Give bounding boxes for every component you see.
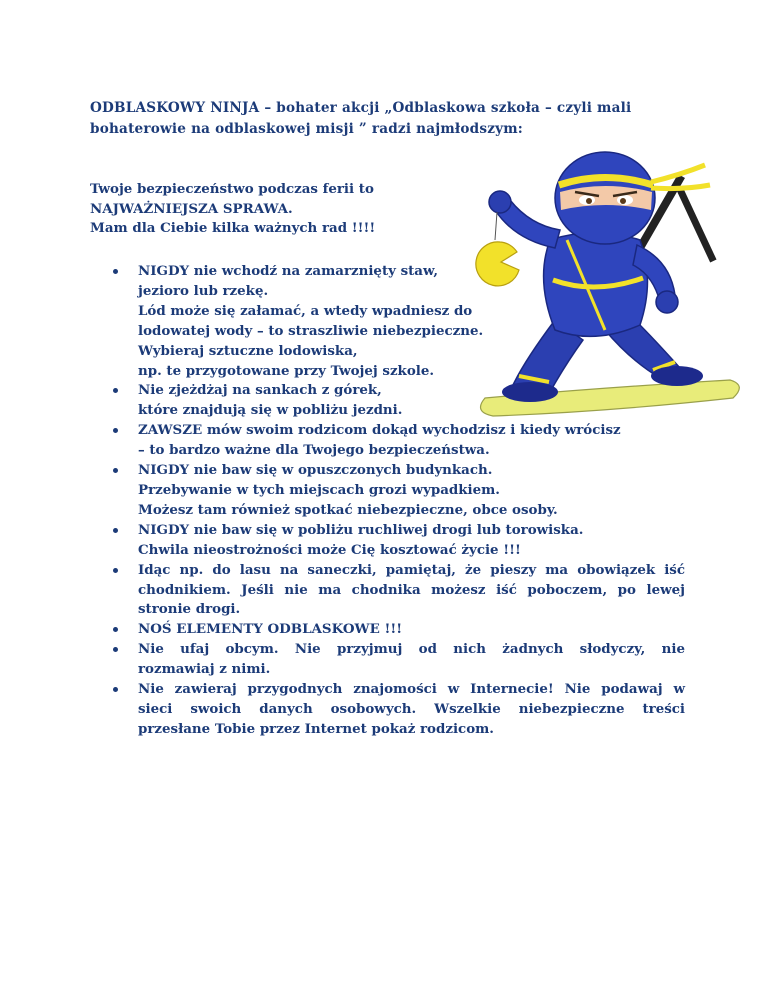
intro-line: NAJWAŻNIEJSZA SPRAWA. [90, 200, 293, 217]
bullet-icon [113, 647, 118, 652]
heading-line: ODBLASKOWY NINJA – bohater akcji „Odblaskowa szkoła – czyli mali [90, 100, 632, 116]
tip-line: Przebywanie w tych miejscach grozi wypadkiem. [138, 481, 500, 498]
tip-line: Idąc np. do lasu na saneczki, pamiętaj, że pieszy ma obowiązek iść [138, 561, 685, 578]
bullet-icon [113, 687, 118, 692]
tip-line: rozmawiaj z nimi. [138, 661, 271, 678]
tip-line: jezioro lub rzekę. [138, 282, 269, 299]
tip-line: np. te przygotowane przy Twojej szkole. [138, 362, 435, 379]
bullet-icon [113, 388, 118, 393]
intro-line: Mam dla Ciebie kilka ważnych rad !!!! [90, 220, 376, 236]
list-item [110, 620, 685, 640]
bullet-icon [113, 468, 118, 473]
list-item [110, 680, 685, 740]
list-item [110, 521, 685, 561]
list-item [110, 461, 685, 521]
tip-line: ZAWSZE mów swoim rodzicom dokąd wychodzisz i kiedy wrócisz [138, 422, 621, 439]
tip-line: stronie drogi. [138, 601, 241, 618]
intro-line: Twoje bezpieczeństwo podczas ferii to [90, 181, 374, 197]
tip-line: które znajdują się w pobliżu jezdni. [138, 402, 403, 419]
bullet-icon [113, 428, 118, 433]
bullet-icon [113, 528, 118, 533]
tip-line: sieci swoich danych osobowych. Wszelkie niebezpieczne treści [138, 700, 685, 717]
tip-line: NIGDY nie wchodź na zamarznięty staw, [138, 263, 439, 279]
list-item [110, 421, 685, 461]
tip-line: przesłane Tobie przez Internet pokaż rodzicom. [138, 720, 494, 737]
list-item [110, 640, 685, 680]
safety-tips-list [110, 262, 685, 740]
bullet-icon [113, 269, 118, 274]
tip-line: NOŚ ELEMENTY ODBLASKOWE !!! [138, 621, 403, 638]
tip-line: lodowatej wody – to straszliwie niebezpieczne. [138, 322, 484, 339]
tip-line: NIGDY nie baw się w pobliżu ruchliwej drogi lub torowiska. [138, 521, 584, 538]
list-item [110, 262, 685, 381]
tip-line: Nie zjeżdżaj na sankach z górek, [138, 382, 382, 399]
tip-line: Wybieraj sztuczne lodowiska, [138, 342, 358, 359]
tip-line: Chwila nieostrożności może Cię kosztować życie !!! [138, 541, 521, 558]
list-item [110, 561, 685, 621]
tip-line: chodnikiem. Jeśli nie ma chodnika możesz iść poboczem, po lewej [138, 581, 685, 598]
tip-line: Możesz tam również spotkać niebezpieczne, obce osoby. [138, 501, 558, 518]
tip-line: Nie zawieraj przygodnych znajomości w Internecie! Nie podawaj w [138, 681, 685, 698]
tip-line: – to bardzo ważne dla Twojego bezpieczeństwa. [138, 442, 490, 459]
tip-line: Nie ufaj obcym. Nie przyjmuj od nich żadnych słodyczy, nie [138, 641, 685, 658]
tip-line: NIGDY nie baw się w opuszczonych budynkach. [138, 462, 493, 479]
bullet-icon [113, 568, 118, 573]
bullet-icon [113, 627, 118, 632]
heading-line: bohaterowie na odblaskowej misji ” radzi najmłodszym: [90, 121, 524, 137]
intro-text [90, 180, 470, 239]
list-item [110, 381, 685, 421]
tip-line: Lód może się załamać, a wtedy wpadniesz do [138, 302, 473, 319]
